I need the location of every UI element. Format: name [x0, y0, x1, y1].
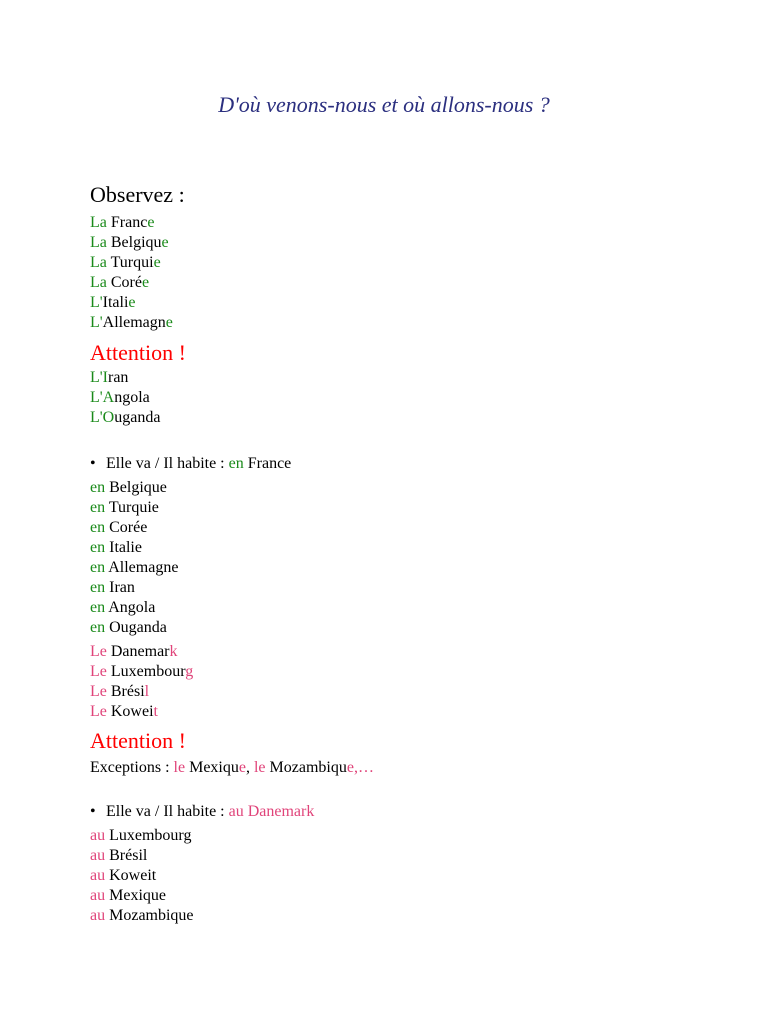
list-item: en Iran	[90, 579, 135, 596]
exceptions-line: Exceptions : le Mexique, le Mozambique,…	[90, 759, 374, 776]
list-item: Le Koweit	[90, 703, 158, 720]
list-item: L'Angola	[90, 389, 150, 406]
list-item: Le Brésil	[90, 683, 150, 700]
list-item: au Koweit	[90, 867, 157, 884]
bullet-item: • Elle va / Il habite : en France	[90, 455, 292, 472]
list-item: L'Ouganda	[90, 409, 161, 426]
list-item: L'Italie	[90, 294, 136, 311]
list-item: au Mozambique	[90, 907, 194, 924]
list-item: Le Danemark	[90, 643, 178, 660]
bullet-icon: •	[90, 455, 96, 472]
list-item: L'Allemagne	[90, 314, 173, 331]
list-item: en Ouganda	[90, 619, 167, 636]
page-title: D'où venons-nous et où allons-nous ?	[218, 92, 550, 117]
list-item: La France	[90, 214, 155, 231]
list-item: au Mexique	[90, 887, 166, 904]
list-item: en Corée	[90, 519, 148, 536]
list-item: en Turquie	[90, 499, 159, 516]
list-item: en Belgique	[90, 479, 167, 496]
observe-heading: Observez :	[90, 182, 185, 207]
list-item: en Angola	[90, 599, 156, 616]
bullet-icon: •	[90, 803, 96, 820]
attention-heading: Attention !	[90, 728, 186, 753]
bullet-item: • Elle va / Il habite : au Danemark	[90, 803, 315, 820]
list-item: La Belgique	[90, 234, 169, 251]
list-item: La Turquie	[90, 254, 161, 271]
list-item: Le Luxembourg	[90, 663, 194, 680]
list-item: en Italie	[90, 539, 142, 556]
list-item: La Corée	[90, 274, 150, 291]
attention-heading: Attention !	[90, 340, 186, 365]
list-item: en Allemagne	[90, 559, 179, 576]
list-item: au Brésil	[90, 847, 148, 864]
list-item: au Luxembourg	[90, 827, 192, 844]
list-item: L'Iran	[90, 369, 129, 386]
